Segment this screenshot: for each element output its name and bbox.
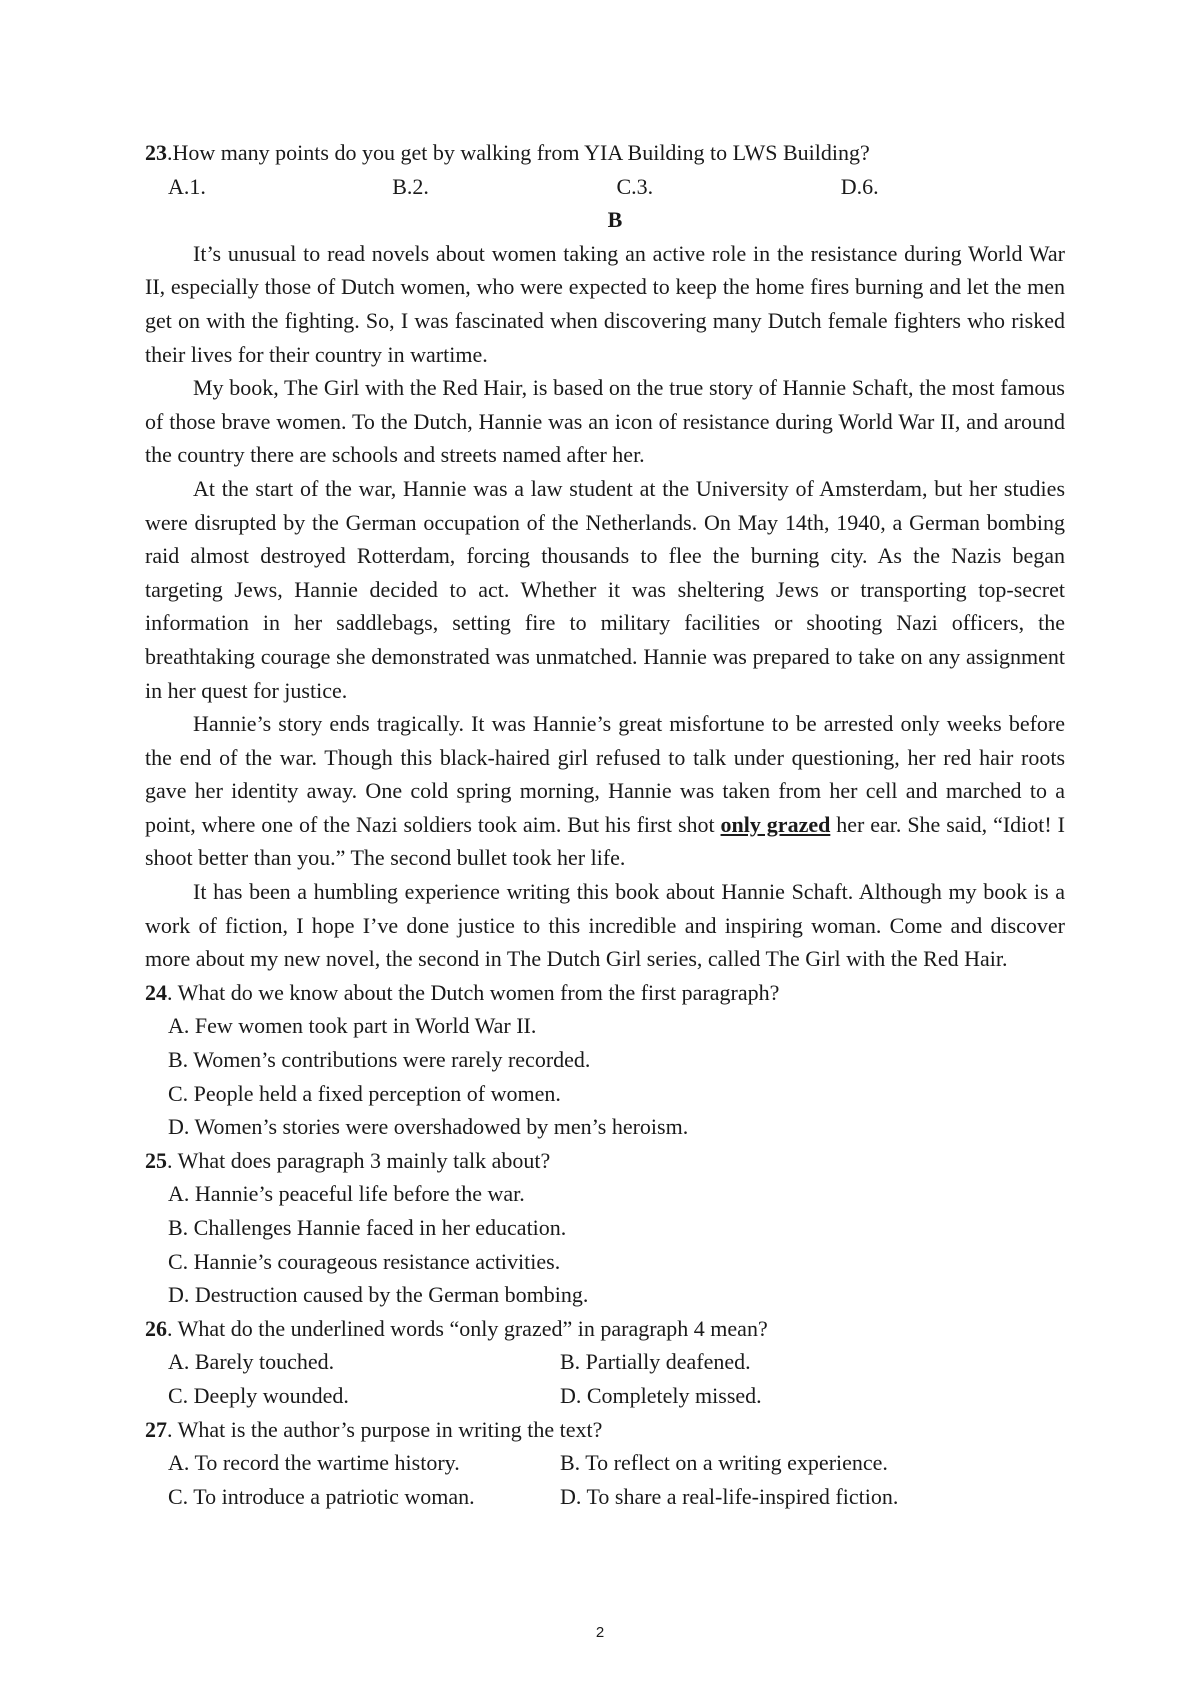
section-title: B <box>607 207 623 233</box>
option-a: A. Barely touched. <box>168 1349 335 1375</box>
option-c: C. People held a fixed perception of women. <box>168 1080 561 1106</box>
option-a: A.1. <box>168 173 206 199</box>
question-26-options-row-1 <box>145 1345 1065 1379</box>
question-text: . What does paragraph 3 mainly talk about? <box>167 1147 551 1173</box>
question-27-options-row-1 <box>145 1446 1065 1480</box>
option-d: D.6. <box>840 173 879 199</box>
question-23 <box>145 136 1065 170</box>
question-number: 24 <box>145 979 167 1005</box>
question-26 <box>145 1312 1065 1346</box>
option-b: B. Partially deafened. <box>560 1349 751 1375</box>
page-number: 2 <box>595 1624 605 1641</box>
option-a: A. Hannie’s peaceful life before the war. <box>168 1181 525 1207</box>
question-number: 26 <box>145 1315 167 1341</box>
question-number: 23 <box>145 140 167 165</box>
option-d: D. Completely missed. <box>560 1382 762 1408</box>
question-text: . What is the author’s purpose in writing the text? <box>167 1416 603 1442</box>
question-25 <box>145 1144 1065 1178</box>
question-number: 27 <box>145 1416 167 1442</box>
option-c: C. Deeply wounded. <box>168 1382 349 1408</box>
question-text: . What do we know about the Dutch women from the first paragraph? <box>167 979 780 1005</box>
option-b: B. To reflect on a writing experience. <box>560 1450 888 1476</box>
question-24 <box>145 976 1065 1010</box>
underlined-phrase: only grazed <box>720 811 831 837</box>
passage-paragraph-5: It has been a humbling experience writing this book about Hannie Schaft. Although my book is a work of fiction, I hope I’ve done justice to this incredible and inspiring woman. Come and discover more about my new novel, the second in The Dutch Girl series, called The Girl with the Red Hair. <box>145 879 1065 972</box>
question-23-options <box>145 170 1065 204</box>
page-content <box>145 136 1065 1513</box>
option-a: A. Few women took part in World War II. <box>168 1013 537 1039</box>
option-d: D. Women’s stories were overshadowed by men’s heroism. <box>168 1114 689 1140</box>
passage-paragraph-4 <box>145 707 1065 875</box>
option-b: B. Challenges Hannie faced in her education. <box>168 1215 567 1240</box>
question-27 <box>145 1413 1065 1447</box>
paragraph-4-text-end: her ear. She said, “Idiot! I shoot better than you.” The second bullet took her life. <box>145 811 1065 871</box>
passage-paragraph-1: It’s unusual to read novels about women taking an active role in the resistance during World War II, especially those of Dutch women, who were expected to keep the home fires burning and let the men get on with the fighting. So, I was fascinated when discovering many Dutch female fighters who risked their lives for their country in wartime. <box>145 240 1065 367</box>
question-26-options-row-2 <box>145 1379 1065 1413</box>
option-a: A. To record the wartime history. <box>168 1450 460 1476</box>
option-b: B.2. <box>392 173 429 199</box>
question-number: 25 <box>145 1147 167 1173</box>
question-text: .How many points do you get by walking from YIA Building to LWS Building? <box>167 140 870 165</box>
option-c: C.3. <box>616 173 654 199</box>
option-b: B. Women’s contributions were rarely recorded. <box>168 1047 591 1073</box>
option-d: D. To share a real-life-inspired fiction. <box>560 1483 899 1509</box>
question-text: . What do the underlined words “only grazed” in paragraph 4 mean? <box>167 1315 768 1341</box>
option-c: C. To introduce a patriotic woman. <box>168 1483 475 1509</box>
passage-paragraph-3: At the start of the war, Hannie was a law student at the University of Amsterdam, but her studies were disrupted by the German occupation of the Netherlands. On May 14th, 1940, a German bombing raid almost destroyed Rotterdam, forcing thousands to flee the burning city. As the Nazis began targeting Jews, Hannie decided to act. Whether it was sheltering Jews or transporting top-secret information in her saddlebags, setting fire to military facilities or shooting Nazi officers, the breathtaking courage she demonstrated was unmatched. Hannie was prepared to take on any assignment in her quest for justice. <box>145 475 1065 703</box>
passage-paragraph-2: My book, The Girl with the Red Hair, is based on the true story of Hannie Schaft, the most famous of those brave women. To the Dutch, Hannie was an icon of resistance during World War II, and around the country there are schools and streets named after her. <box>145 375 1065 468</box>
paragraph-4-text-start: Hannie’s story ends tragically. It was Hannie’s great misfortune to be arrested only weeks before the end of the war. Though this black-haired girl refused to talk under questioning, her red hair roots gave her identity away. One cold spring morning, Hannie was taken from her cell and marched to a point, where one of the Nazi soldiers took aim. But his first shot <box>145 711 1065 837</box>
option-d: D. Destruction caused by the German bombing. <box>168 1282 589 1308</box>
option-c: C. Hannie’s courageous resistance activities. <box>168 1248 561 1274</box>
question-27-options-row-2 <box>145 1480 1065 1514</box>
